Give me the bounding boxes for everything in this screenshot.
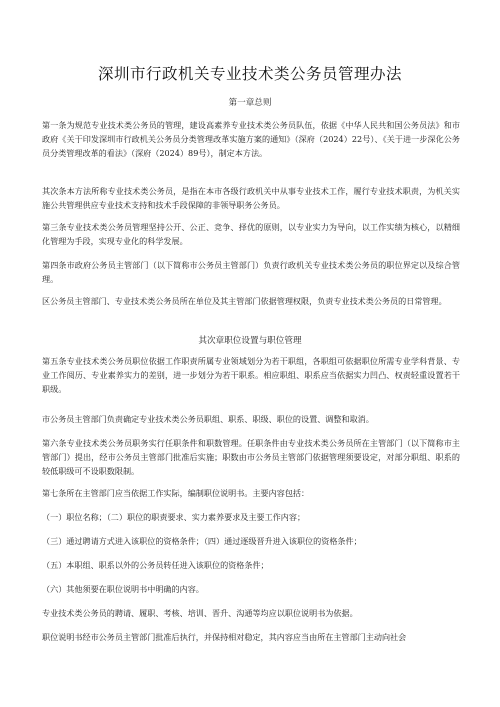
paragraph-article-5: 第五条专业技术类公务员职位依据工作职责所属专业领域划分为若干职组，各职组可依据职位所需专业学科背景、专业工作阅历、专业素养实力的差别，进一步划分为若干职系。相应职组、职系应当依据实力凹凸、权责轻重设置若干职级。 <box>42 356 460 394</box>
paragraph-article-7: 第七条所在主管部门应当依据工作实际，编制职位说明书。主要内容包括： <box>42 488 310 498</box>
paragraph-position-setting: 市公务员主管部门负责确定专业技术类公务员职组、职系、职级、职位的设置、调整和取消。 <box>42 414 374 424</box>
paragraph-article-2: 其次条本方法所称专业技术类公务员，是指在本市各级行政机关中从事专业技术工作，履行专业技术职责，为机关实施公共管理供应专业技术支持和技术手段保障的非领导职务公务员。 <box>42 186 460 210</box>
list-item-1-2: （一）职位名称；（二）职位的职责要求、实力素养要求及主要工作内容； <box>42 512 306 522</box>
list-item-6: （六）其他须要在职位说明书中明确的内容。 <box>42 584 204 594</box>
chapter-heading-general: 第一章总则 <box>228 98 272 108</box>
paragraph-article-4: 第四条市政府公务员主管部门（以下简称市公务员主管部门）负责行政机关专业技术类公务员的职位界定以及综合管理。 <box>42 260 460 284</box>
paragraph-article-6: 第六条专业技术类公务员职务实行任职条件和职数管理。任职条件由专业技术类公务员所在主管部门（以下简称市主管部门）提出，经市公务员主管部门批准后实施；职数由市公务员主管部门依据管理须要设定，对部分职组、职系的较低职级可不设职数限制。 <box>42 438 460 476</box>
paragraph-district-management: 区公务员主管部门、专业技术类公务员所在单位及其主管部门依据管理权限，负责专业技术类公务员的日常管理。 <box>42 296 447 306</box>
chapter-heading-position: 其次章职位设置与职位管理 <box>198 336 302 346</box>
list-item-5: （五）本职组、职系以外的公务员转任进入该职位的资格条件； <box>42 560 269 570</box>
paragraph-article-1: 第一条为规范专业技术类公务员的管理，建设高素养专业技术类公务员队伍，依据《中华人民共和国公务员法》和市政府《关于印发深圳市行政机关公务员分类管理改革实施方案的通知》（深府（2024）22号）、《关于进一步深化公务员分类管理改革的看法》（深府（2024）89号），制定本方法。 <box>42 120 460 158</box>
paragraph-position-basis: 专业技术类公务员的聘请、履职、考核、培训、晋升、沟通等均应以职位说明书为依据。 <box>42 608 358 618</box>
document-title: 深圳市行政机关专业技术类公务员管理办法 <box>97 65 402 83</box>
list-item-3-4: （三）通过聘请方式进入该职位的资格条件；（四）通过逐级晋升进入该职位的资格条件； <box>42 536 362 546</box>
paragraph-position-approval: 职位说明书经市公务员主管部门批准后执行，并保持相对稳定，其内容应当由所在主管部门主动向社会 <box>42 632 407 642</box>
paragraph-article-3: 第三条专业技术类公务员管理坚持公开、公正、竞争、择优的原则，以专业实力为导向，以工作实绩为核心，以精细化管理为手段，实现专业化的科学发展。 <box>42 222 460 246</box>
